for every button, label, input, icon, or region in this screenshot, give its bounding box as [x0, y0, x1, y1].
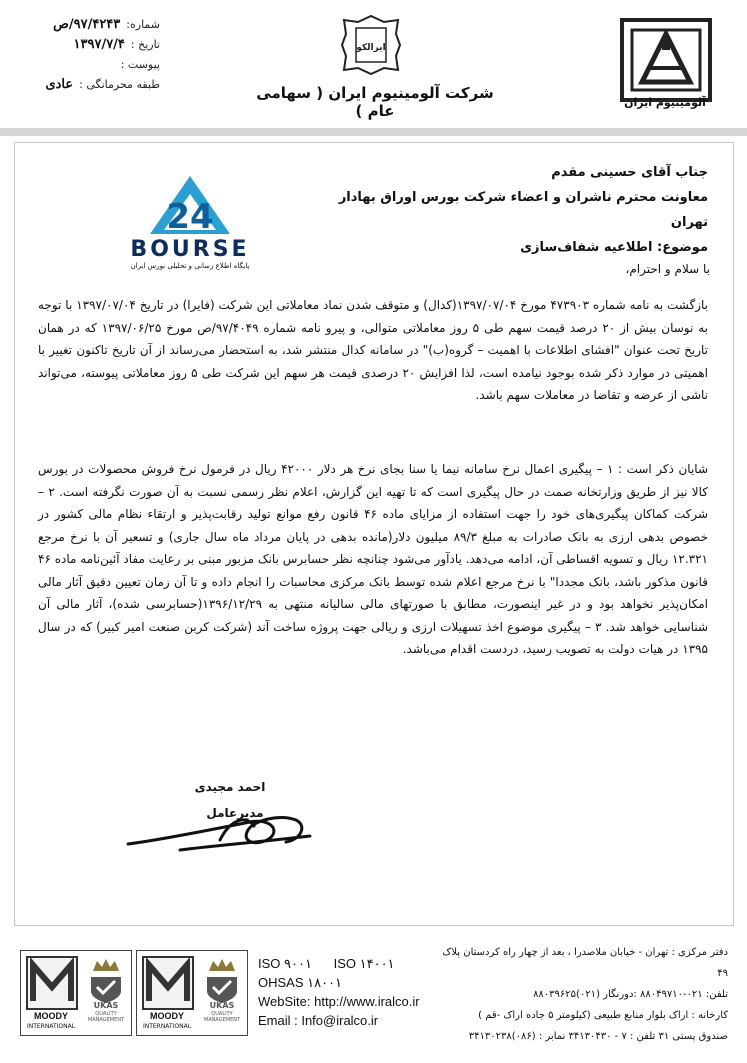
ohsas: OHSAS ۱۸۰۰۱	[258, 975, 343, 990]
address-phone: تلفن: ۰۲۱-۸۸۰۴۹۷۱۰ :دورنگار (۰۲۱)۸۸۰۳۹۶۲۵	[533, 989, 728, 1000]
meta-date: تاریخ : ۱۳۹۷/۷/۴	[73, 36, 160, 52]
company-logo-caption: آلومینیوم ایران	[624, 96, 706, 109]
moody-logo-icon	[25, 955, 79, 1011]
iso-info	[258, 954, 438, 1030]
letter-meta	[20, 14, 160, 94]
company-name: شرکت آلومینیوم ایران ( سهامی عام )	[256, 84, 494, 120]
address-pobox: صندوق پستی ۳۱ تلفن : ۷ - ۳۴۱۳۰۴۳۰ نمابر : (۰۸۶)۳۴۱۳۰۲۳۸	[468, 1031, 728, 1042]
iso-9001: ISO ۹۰۰۱	[258, 956, 312, 971]
moody-logo-icon	[141, 955, 195, 1011]
bourse-logo-subtitle: پایگاه اطلاع رسانی و تحلیلی بورس ایران	[130, 262, 250, 270]
meta-number: شماره: ۹۷/۴۲۴۳/ص	[53, 16, 160, 32]
address-block	[440, 942, 728, 1047]
signer-name: احمد مجیدی	[194, 780, 266, 794]
paragraph-1: بازگشت به نامه شماره ۴۷۳۹۰۳ مورخ ۱۳۹۷/۰۷/۰۴(کدال) و متوقف شدن نماد معاملاتی این شرکت (فایرا) در تاریخ ۱۳۹۷/۰۷/۰۴ با توجه به نوسان بیش از ۲۰ درصد قیمت سهم طی ۵ روز معاملاتی متوالی، و پیرو نامه شماره ۹۷/۴۰۴۹/ص مورخ ۱۳۹۷/۰۶/۲۵ که در همان تاریخ تحت عنوان "افشای اطلاعات با اهمیت – گروه(ب)" در سامانه کدال منتشر شد، به استحضار می‌رساند از آن تاریخ تاکنون تغییر با اهمیتی در موارد ذکر شده بوجود نیامده است، لذا افزایش ۲۰ درصدی قیمت هر سهم این شرکت طی ۵ روز معاملاتی پیوسته، می‌تواند ناشی از عرضه و تقاضا در معاملات سهم باشد.	[38, 298, 709, 402]
svg-text:ایرالکو: ایرالکو	[356, 43, 386, 53]
signer-title: مدیرعامل	[206, 806, 264, 820]
recipient-title: معاونت محترم ناشران و اعضاء شرکت بورس اوراق بهادار تهران	[338, 190, 708, 230]
subject: موضوع: اطلاعیه شفاف‌سازی	[520, 240, 708, 255]
emblem-icon	[340, 14, 402, 76]
header-divider	[0, 128, 747, 136]
email[interactable]: Email : Info@iralco.ir	[258, 1013, 379, 1028]
meta-attachment: پیوست :	[120, 57, 160, 71]
certification-badge: MOODY INTERNATIONAL UKAS QUALITY MANAGEMENT	[20, 950, 132, 1036]
handwritten-signature	[120, 800, 320, 860]
svg-text:24: 24	[166, 197, 214, 237]
iso-14001: ISO ۱۴۰۰۱	[333, 956, 395, 971]
salutation: با سلام و احترام،	[625, 262, 710, 276]
address-factory: کارخانه : اراک بلوار منابع طبیعی (کیلومتر ۵ جاده اراک -قم )	[478, 1010, 728, 1021]
recipient-name: جناب آقای حسینی مقدم	[551, 165, 708, 180]
certification-badge: MOODY INTERNATIONAL UKAS QUALITY MANAGEMENT	[136, 950, 248, 1036]
website[interactable]: WebSite: http://www.iralco.ir	[258, 994, 420, 1009]
iso-line	[258, 954, 438, 973]
paragraph-2: شایان ذکر است : ۱ – پیگیری اعمال نرخ سامانه نیما یا سنا بجای نرخ هر دلار ۴۲۰۰۰ ریال در فرمول نرخ فروش محصولات در بورس کالا نیز از طریق وزارتخانه صمت در حال پیگیری است که تا تهیه این گزارش، اعلام نظر رسمی نسبت به آن صورت نگرفته است. ۲ – شرکت کماکان پیگیری‌های خود را جهت استفاده از مزایای ماده ۴۶ قانون رفع موانع تولید رقابت‌پذیر و ارتقاء نظام مالی کشور در خصوص بدهی ارزی به بانک صادرات به مبلغ ۸۹/۳ میلیون دلار(مانده بدهی در پایان مرداد ماه سال جاری) و تسعیر آن با نرخ مرجع ۱۲.۳۲۱ ریال و تسویه اقساطی آن، ادامه می‌دهد. یادآور می‌شود چنانچه نظر حسابرس بانک مزبور مبنی بر رعایت مفاد آئین‌نامه ماده ۴۶ قانون مذکور باشد، بانک مجددا" با نرخ مرجع اعلام شده توسط بانک مرکزی محاسبات را انجام داده و تا آن زمان تعیین دقیق آثار مالی امکان‌پذیر نخواهد بود و در غیر اینصورت، مطابق با صورتهای مالی سالیانه منتهی به ۱۳۹۶/۱۲/۲۹(حسابرسی شده)، آثار مالی آن شناسایی خواهد شد. ۳ – پیگیری موضوع اخذ تسهیلات ارزی و ریالی جهت پروژه ساخت آند (شرکت کربن صنعت امیر کبیر) که در سال ۱۳۹۵ در هیات دولت به تصویب رسید، دردست اقدام می‌باشد.	[38, 462, 708, 656]
meta-classification: طبقه محرمانگی : عادی	[45, 76, 160, 92]
address-office: دفتر مرکزی : تهران - خیابان ملاصدرا ، بعد از چهار راه کردستان پلاک ۴۹	[442, 947, 728, 979]
recipient-block	[300, 160, 708, 260]
bourse-logo-word: BOURSE	[130, 237, 250, 262]
